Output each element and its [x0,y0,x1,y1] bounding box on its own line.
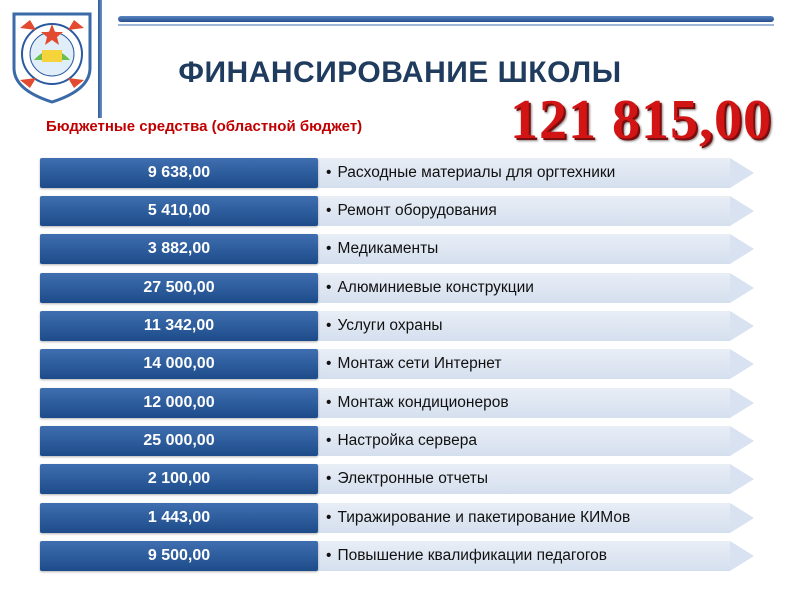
list-item-arrow [730,464,754,494]
item-label-text: Ремонт оборудования [337,202,497,219]
amount-box: 3 882,00 [40,234,318,264]
list-item [40,541,754,571]
list-item-arrow [730,503,754,533]
list-item-arrow [730,196,754,226]
amount-box: 12 000,00 [40,388,318,418]
amount-box: 11 342,00 [40,311,318,341]
amount-box: 1 443,00 [40,503,318,533]
item-label-text: Электронные отчеты [337,470,489,487]
item-label: • Тиражирование и пакетирование КИМов [326,509,631,526]
amount-box: 9 638,00 [40,158,318,188]
item-label-text: Расходные материалы для оргтехники [337,164,616,181]
list-item [40,388,754,418]
amount-box: 2 100,00 [40,464,318,494]
item-label: • Услуги охраны [326,317,443,334]
item-label-text: Монтаж сети Интернет [337,355,502,372]
amount-box: 5 410,00 [40,196,318,226]
item-label-text: Повышение квалификации педагогов [337,547,608,564]
total-amount: 121 815,00 [510,89,772,151]
item-label: • Монтаж кондиционеров [326,394,509,411]
item-label-text: Настройка сервера [337,432,477,449]
item-label: • Алюминиевые конструкции [326,279,534,296]
list-item-arrow [730,388,754,418]
list-item [40,273,754,303]
item-label-text: Монтаж кондиционеров [337,394,509,411]
item-label-text: Услуги охраны [337,317,443,334]
list-item-arrow [730,234,754,264]
list-item [40,503,754,533]
list-item [40,311,754,341]
item-label: • Медикаменты [326,240,439,257]
list-item-arrow [730,158,754,188]
list-item [40,464,754,494]
list-item [40,158,754,188]
list-item [40,234,754,264]
list-item-arrow [730,349,754,379]
list-item-arrow [730,311,754,341]
item-label-text: Медикаменты [337,240,439,257]
budget-subtitle: Бюджетные средства (областной бюджет) [46,118,363,135]
list-item-arrow [730,541,754,571]
item-label: • Монтаж сети Интернет [326,355,502,372]
item-label: • Настройка сервера [326,432,477,449]
amount-box: 25 000,00 [40,426,318,456]
list-item [40,426,754,456]
item-label: • Ремонт оборудования [326,202,497,219]
list-item [40,196,754,226]
item-label: • Повышение квалификации педагогов [326,547,608,564]
amount-box: 9 500,00 [40,541,318,571]
list-item [40,349,754,379]
item-label-text: Тиражирование и пакетирование КИМов [337,509,631,526]
item-label-text: Алюминиевые конструкции [337,279,534,296]
item-label: • Электронные отчеты [326,470,489,487]
amount-box: 27 500,00 [40,273,318,303]
page-title: ФИНАНСИРОВАНИЕ ШКОЛЫ [178,56,622,89]
item-label: • Расходные материалы для оргтехники [326,164,616,181]
list-item-arrow [730,426,754,456]
list-item-arrow [730,273,754,303]
amount-box: 14 000,00 [40,349,318,379]
